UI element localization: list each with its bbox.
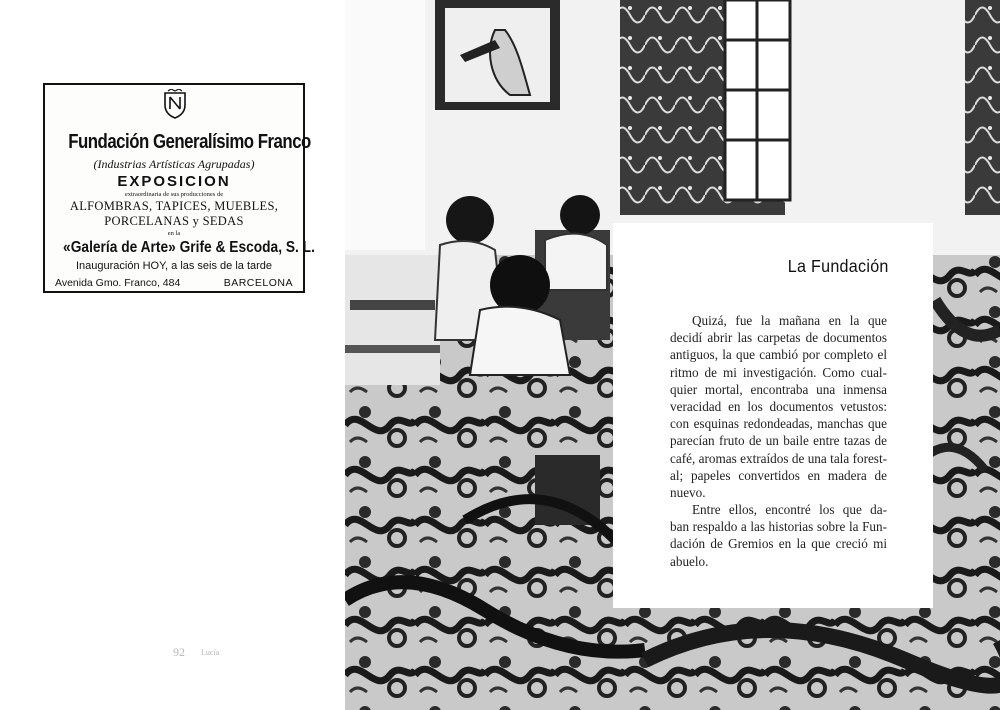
ad-subtitle: (Industrias Artísticas Agrupadas) bbox=[93, 157, 255, 171]
ad-city: BARCELONA bbox=[223, 277, 293, 289]
text-line: al; papeles convertidos en madera de bbox=[670, 467, 887, 483]
page-number: 92 bbox=[173, 645, 185, 659]
section-heading: La Fundación bbox=[788, 256, 889, 276]
text-line: ritmo de mi investigación. Como cual- bbox=[670, 364, 887, 380]
ad-products-line: ALFOMBRAS, TAPICES, MUEBLES, bbox=[69, 199, 279, 213]
vintage-advertisement bbox=[43, 83, 315, 293]
ad-exhibition-label: EXPOSICION bbox=[117, 173, 231, 190]
text-line: café, aromas extraídos de una tala forest- bbox=[670, 450, 887, 466]
ad-title: Fundación Generalísimo Franco bbox=[68, 130, 311, 153]
text-line: ban respaldo a las historias sobre la Fun- bbox=[670, 519, 887, 535]
text-line: dación de Gremios en la que creció mi bbox=[670, 536, 887, 552]
ad-gallery-name: «Galería de Arte» Grife & Escoda, S. L. bbox=[63, 239, 315, 256]
text-line: veracidad en los documentos vetustos: bbox=[670, 398, 887, 414]
ad-fine-print: en la bbox=[167, 230, 181, 237]
text-line: antiguos, la que cambió por completo el bbox=[670, 347, 887, 363]
text-line: Entre ellos, encontré los que da- bbox=[692, 502, 887, 518]
ad-products-line: PORCELANAS y SEDAS bbox=[104, 214, 244, 228]
ad-opening-time: Inauguración HOY, a las seis de la tarde bbox=[75, 260, 273, 272]
text-panel bbox=[613, 223, 933, 608]
ad-address: Avenida Gmo. Franco, 484 bbox=[55, 277, 181, 289]
text-line: decidí abrir las carpetas de documentos bbox=[670, 330, 887, 346]
text-line: parecían fruto de un baile entre tazas de bbox=[670, 433, 887, 449]
running-head: Lucía bbox=[201, 648, 220, 657]
text-line: nuevo. bbox=[670, 484, 706, 500]
text-line: con esquinas redondeadas, manchas que bbox=[670, 416, 887, 432]
crest-icon bbox=[162, 89, 188, 119]
ad-fine-print: extraordinaria de sus producciones de bbox=[124, 191, 224, 198]
body-text bbox=[670, 312, 887, 570]
text-line: Quizá, fue la mañana en la que bbox=[692, 313, 887, 328]
text-line: abuelo. bbox=[670, 553, 709, 569]
text-line: quier mortal, encontraba una inmensa bbox=[670, 381, 887, 397]
left-page bbox=[0, 0, 345, 710]
